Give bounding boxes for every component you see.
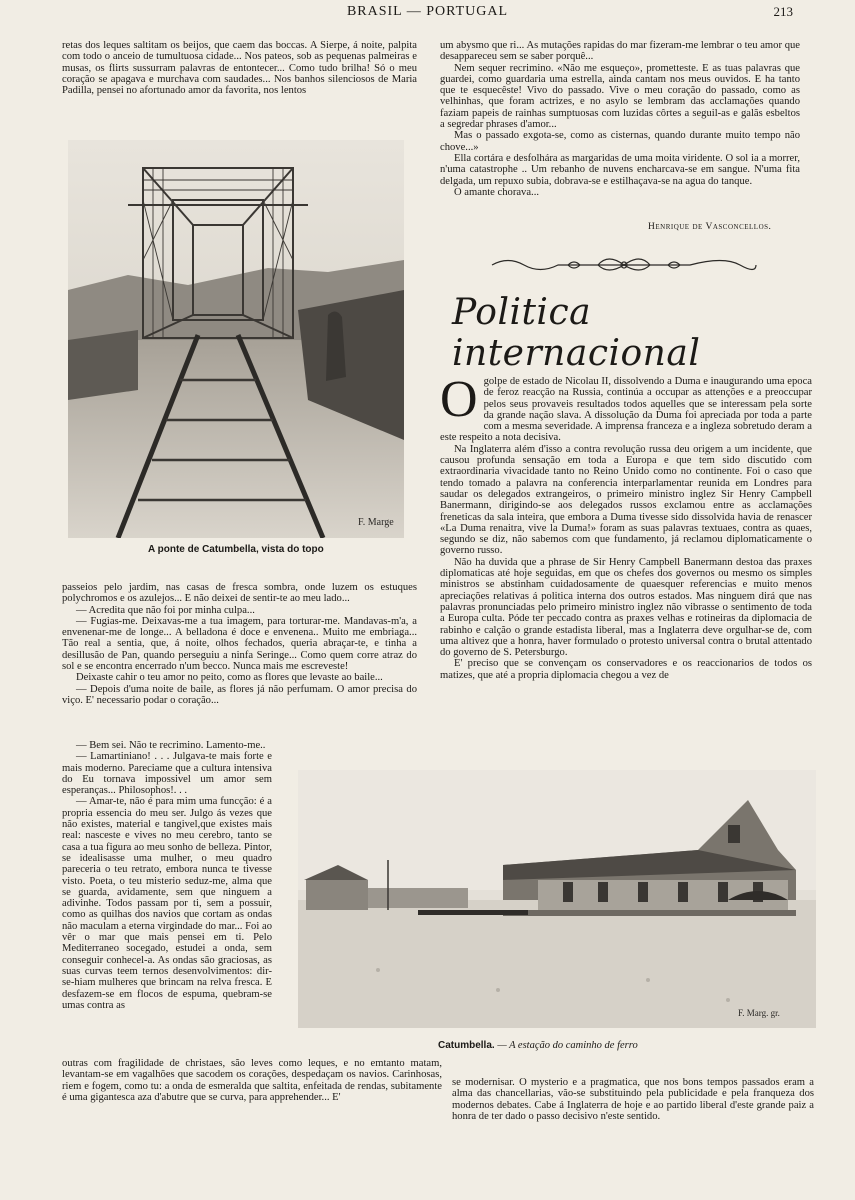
right-column-top: [440, 40, 800, 198]
ornament-divider: [488, 254, 760, 276]
paragraph: outras com fragilidade de christaes, são leves como leques, e no emtanto matam, levantam-se em vagalhões que sacodem os corações, despedaçam os navios. Carinhosas, riem e fogem, como tu: a onda de esmeralda que saltita, enfeitada de rendas, subitamente é uma gigantesca aza d'abutre que se curva, para apprehender... E': [62, 1058, 442, 1103]
paragraph: — Amar-te, não é para mim uma funcção: é a propria essencia do meu ser. Julgo ás vezes que não existes, material e tangivel,que existes mais real: nasceste e vives no meu cerebro, tanto se casa a tua figura ao meu sonho de belleza. Pintor, se idealisasse uma mulher, o meu quadro pareceria o teu retrato, embora nunca te tivesse visto. Poeta, o teu misterio seduz-me, alma que se guarda, avidamente, sem que ninguem a adivinhe. Todos passam por ti, sem a possuir, como as quilhas dos navios que cortam as ondas não maculam a eterna virgindade do mar... Foi ao vêr o mar que mais pensei em ti. Pelo Mediterraneo socegado, estudei a onda, sem conseguir conhecel-a. As ondas são graciosas, as suas curvas teem ternos desenvolvimentos: dir-se-hiam mulheres que brincam na relva fresca. E desfazem-se em flocos de espuma, quebram-se umas contra as: [62, 796, 272, 1011]
bridge-caption: A ponte de Catumbella, vista do topo: [148, 544, 324, 555]
paragraph: [440, 371, 812, 444]
paragraph: Na Inglaterra além d'isso a contra revolução russa deu origem a um incidente, que causou profunda sensação em toda a Europa e que tem sido discutido com extraordinaria vivacidade tanto no Reino Unido como no continente. Foi o caso que tendo tomado a palavra na conferencia interparlamentar reunida em Londres para saudar os delegados extrangeiros, o primeiro ministro inglez Sir Henry Campbell Banermann, dirigindo-se aos delegados russos exclamou entre as acclamações freneticas da sala inteira, que embora a Duma tivesse sido dissolvida havia de renascer «La Duma renaitra, vive la Duma!» foram as suas palavras textuaes, contra as quaes, segundo se diz, não sabemos com que fundamento, já reclamou diplomaticamente o governo russo.: [440, 443, 812, 557]
paragraph: E' preciso que se convençam os conservadores e os reaccionarios de todos os matizes, que até a propria diplomacia chegou a vez de: [440, 658, 812, 681]
running-header: [0, 4, 855, 22]
section-title: Politica internacional: [452, 292, 701, 374]
station-illustration: [298, 770, 816, 1028]
paragraph: — Fugias-me. Deixavas-me a tua imagem, para torturar-me. Mandavas-m'a, a envenenar-me de longe... A belladona é doce e envenena.. Muito me embriaga... Tão real a sentia, que, á noite, olhos fechados, queria abraçar-te, e tinha a desillusão de Pan, quando perseguiu a ninfa Seringe... Como quem corre atraz do sol e se encontra encerrado n'um becco. Nunca mais me escreveste!: [62, 615, 417, 673]
bridge-illustration: [68, 140, 404, 538]
paragraph: — Lamartiniano! . . . Julgava-te mais forte e mais moderno. Pareciame que a cultura intensiva do Eu tornava impossivel um amor sem esperanças... Philosophos!. . .: [62, 751, 272, 797]
author-signature: Henrique de Vasconcellos.: [648, 222, 772, 232]
paragraph: um abysmo que ri... As mutações rapidas do mar fizeram-me lembrar o teu amor que desappareceu sem se saber porquê...: [440, 40, 800, 63]
left-column-bottom: [62, 1058, 442, 1103]
politica-article: [440, 371, 812, 681]
journal-title: BRASIL — PORTUGAL: [346, 4, 509, 19]
left-column-middle: [62, 582, 417, 706]
paragraph: Deixaste cahir o teu amor no peito, como as flores que levaste ao baile...: [76, 672, 383, 684]
paragraph: O amante chorava...: [454, 186, 540, 198]
paragraph: se modernisar. O mysterio e a pragmatica, que nos bons tempos passados eram a alma das chancellarias, vão-se substituindo pela publicidade e pela franqueza dos modernos debates. Cabe á Inglaterra de hoje e ao partido liberal d'este grande paiz a honra de ter dado o passo decisivo n'este sentido.: [452, 1077, 814, 1122]
photo2-signature: F. Marg. gr.: [738, 1008, 780, 1018]
paragraph: Mas o passado exgota-se, como as cisternas, quando durante muito tempo não chove...»: [440, 130, 800, 153]
station-caption: [438, 1040, 638, 1051]
paragraph: — Depois d'uma noite de baile, as flores já não perfumam. O amor precisa do viço. E' necessario podar o coração...: [62, 683, 417, 706]
caption-place: Catumbella.: [438, 1040, 495, 1051]
bridge-photo: [68, 140, 404, 538]
left-column-top: [62, 40, 417, 96]
left-column-narrow: [62, 740, 272, 1011]
caption-text: — A estação do caminho de ferro: [494, 1040, 638, 1051]
photo1-signature: F. Marge: [358, 517, 394, 528]
paragraph: Não ha duvida que a phrase de Sir Henry Campbell Banermann destoa das praxes diplomaticas até hoje seguidas, em que os chefes dos governos ou mesmo os simples ministros se abstinham cuidadosamente de quaesquer referencias e muito menos apreciações relativas á politica interna dos outros estados. Mas ninguem dirá que nas palavras pronunciadas pelo primeiro ministro inglez não vibrasse o sentimento de toda a Europa culta. Póde ter peccado contra as praxes velhas e rotineiras da diplomacia de rabinho e calção o grande estadista liberal, mas a Inglaterra deve orgulhar-se de, com uma altivez que a honra, haver formulado o protesto universal contra o brutal attentado do governo de S. Petersburgo.: [440, 556, 812, 659]
paragraph: — Acredita que não foi por minha culpa...: [76, 604, 255, 616]
station-photo: [298, 770, 816, 1028]
paragraph: Ella cortára e desfolhára as margaridas de uma moita viridente. O sol ia a morrer, n'uma catastrophe .. Um rebanho de nuvens encharcava-se em sangue. N'uma fita delgada, um repuxo subia, dobrava-se e estilhaçava-se na agua do tanque.: [440, 152, 800, 187]
page-number: 213: [773, 4, 793, 19]
paragraph: retas dos leques saltitam os beijos, que caem das boccas. A Sierpe, á noite, palpita com todo o anceio de tumultuosa cidade... Nos pateos, sob as pequenas palmeiras e musas, os flirts sussurram palavras de entontecer... Como tudo brilha! Só o meu coração se apagava e murchava com saudades... Nos banhos silenciosos de Maria Padilla, pensei no afortunado amor da favorita, nos lentos: [62, 40, 417, 97]
paragraph-text: golpe de estado de Nicolau II, dissolvendo a Duma e inaugurando uma epoca de feroz reacção na Russia, continúa a occupar as attenções e a preoccupar pelos seus provaveis resultados todos aquelles que se interessam pela sorte da grande nação slava. A dissolução da Duma foi apreciada por toda a parte com a mesma severidade. A imprensa franceza e a ingleza sobretudo deram a este respeito a nota decisiva.: [440, 376, 812, 444]
drop-cap: O: [440, 371, 478, 428]
paragraph: Nem sequer recrimino. «Não me esqueço», prometteste. E as tuas palavras que guardei, como guardaria uma estrella, ainda cantam nos meus ouvidos. E ha tanto que te esquecêste! Vivo do passado. Vive o meu coração do passado, como as velhinhas, que foram actrizes, e no asylo se lembram das acclamações quando faziam papeis de rainhas sumptuosas com luzidas côrtes a seguil-as e galãs esbeltos a segredar phrases d'amor...: [440, 62, 800, 131]
paragraph: passeios pelo jardim, nas casas de fresca sombra, onde luzem os estuques polychromos e os azulejos... E não deixei de sentir-te ao meu lado...: [62, 582, 417, 605]
paragraph: — Bem sei. Não te recrimino. Lamento-me..: [76, 740, 266, 751]
right-column-bottom: [452, 1077, 814, 1122]
